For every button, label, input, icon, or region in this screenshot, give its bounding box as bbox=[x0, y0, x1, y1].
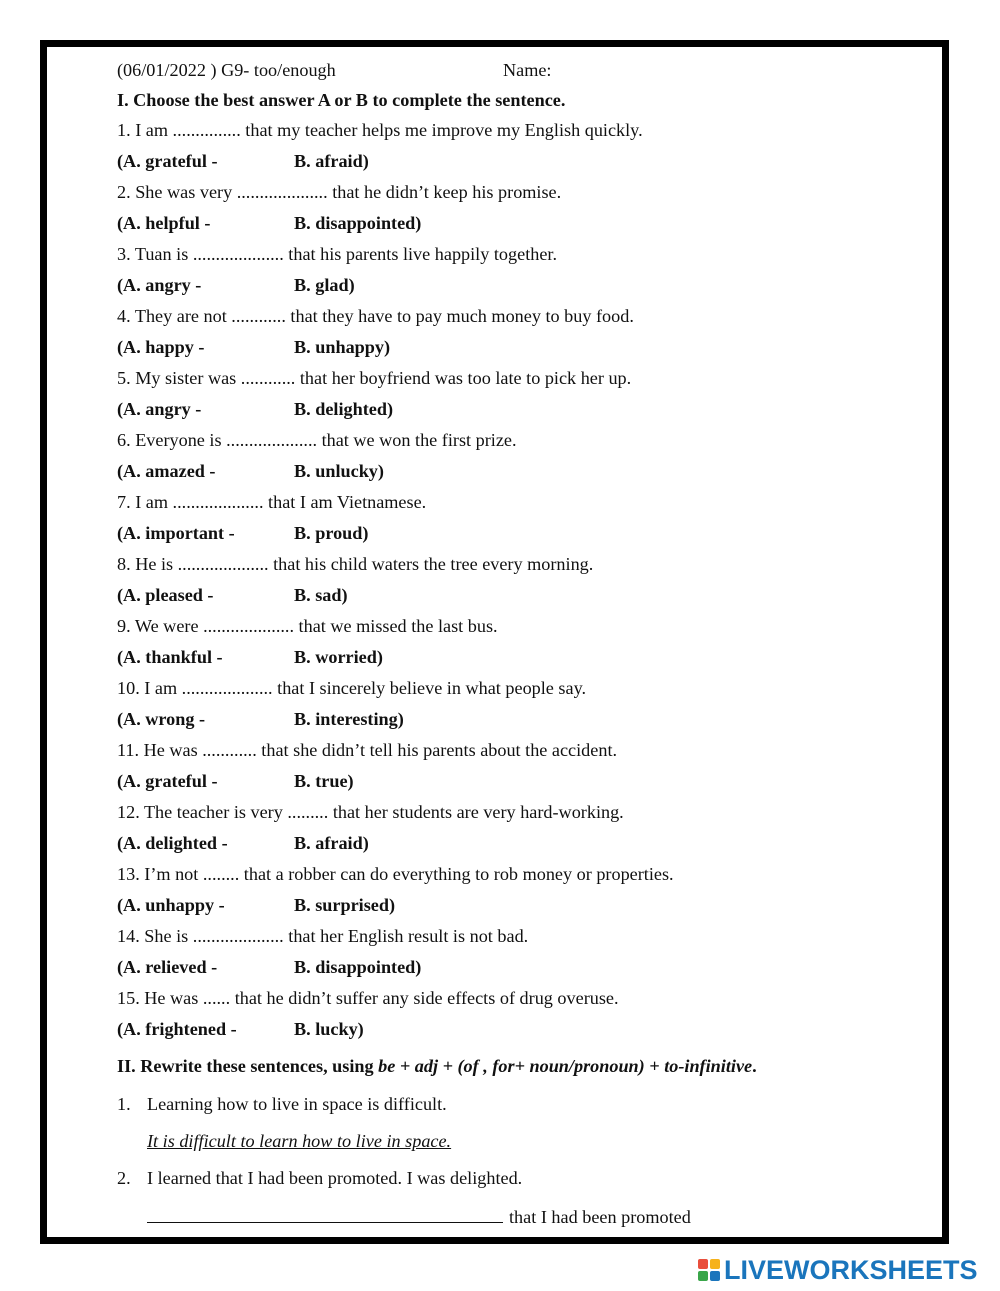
section2-title-suffix: . bbox=[752, 1056, 757, 1076]
name-label: Name: bbox=[503, 60, 552, 80]
option-b[interactable]: B. delighted) bbox=[294, 399, 394, 419]
logo-square-red bbox=[698, 1259, 708, 1269]
option-a[interactable]: (A. unhappy - bbox=[117, 895, 225, 915]
rewrite-item-text: Learning how to live in space is difficult. bbox=[147, 1094, 447, 1114]
question-sentence: 8. He is .................... that his child waters the tree every morning. bbox=[117, 554, 594, 574]
option-a[interactable]: (A. grateful - bbox=[117, 151, 218, 171]
option-a[interactable]: (A. delighted - bbox=[117, 833, 228, 853]
section2-title bbox=[117, 1055, 757, 1077]
logo-brand-text: LIVEWORKSHEETS bbox=[724, 1255, 978, 1285]
section2-formula: be + adj + (of , for+ noun/pronoun) + to-infinitive bbox=[378, 1056, 753, 1076]
question-sentence: 14. She is .................... that her English result is not bad. bbox=[117, 926, 529, 946]
option-b[interactable]: B. afraid) bbox=[294, 151, 369, 171]
section1-title: I. Choose the best answer A or B to complete the sentence. bbox=[117, 90, 566, 110]
rewrite-item-number: 2. bbox=[117, 1168, 131, 1188]
option-a[interactable]: (A. angry - bbox=[117, 275, 202, 295]
option-a[interactable]: (A. important - bbox=[117, 523, 235, 543]
option-b[interactable]: B. disappointed) bbox=[294, 957, 422, 977]
option-a[interactable]: (A. thankful - bbox=[117, 647, 223, 667]
question-sentence: 3. Tuan is .................... that his parents live happily together. bbox=[117, 244, 558, 264]
question-sentence: 13. I’m not ........ that a robber can do everything to rob money or properties. bbox=[117, 864, 674, 884]
question-sentence: 12. The teacher is very ......... that her students are very hard-working. bbox=[117, 802, 624, 822]
rewrite-item-number: 1. bbox=[117, 1094, 131, 1114]
question-sentence: 9. We were .................... that we missed the last bus. bbox=[117, 616, 498, 636]
option-b[interactable]: B. surprised) bbox=[294, 895, 396, 915]
question-sentence: 10. I am .................... that I sincerely believe in what people say. bbox=[117, 678, 587, 698]
question-sentence: 6. Everyone is .................... that we won the first prize. bbox=[117, 430, 517, 450]
rewrite-answer-text: It is difficult to learn how to live in space. bbox=[147, 1131, 452, 1151]
option-a[interactable]: (A. helpful - bbox=[117, 213, 211, 233]
answer-blank-line[interactable] bbox=[147, 1206, 503, 1223]
logo-square-blue bbox=[710, 1271, 720, 1281]
question-sentence: 11. He was ............ that she didn’t tell his parents about the accident. bbox=[117, 740, 618, 760]
option-a[interactable]: (A. happy - bbox=[117, 337, 205, 357]
option-b[interactable]: B. worried) bbox=[294, 647, 383, 667]
liveworksheets-logo bbox=[698, 1255, 978, 1285]
logo-mark-icon bbox=[698, 1259, 720, 1281]
option-a[interactable]: (A. wrong - bbox=[117, 709, 206, 729]
option-b[interactable]: B. unlucky) bbox=[294, 461, 384, 481]
logo-square-green bbox=[698, 1271, 708, 1281]
option-a[interactable]: (A. angry - bbox=[117, 399, 202, 419]
question-sentence: 2. She was very .................... that he didn’t keep his promise. bbox=[117, 182, 562, 202]
rewrite-item-text: I learned that I had been promoted. I was delighted. bbox=[147, 1168, 523, 1188]
option-a[interactable]: (A. frightened - bbox=[117, 1019, 237, 1039]
option-b[interactable]: B. interesting) bbox=[294, 709, 404, 729]
option-a[interactable]: (A. pleased - bbox=[117, 585, 214, 605]
option-b[interactable]: B. proud) bbox=[294, 523, 369, 543]
option-a[interactable]: (A. relieved - bbox=[117, 957, 218, 977]
option-b[interactable]: B. disappointed) bbox=[294, 213, 422, 233]
rewrite-answer-row bbox=[147, 1206, 691, 1228]
option-b[interactable]: B. unhappy) bbox=[294, 337, 391, 357]
question-sentence: 7. I am .................... that I am Vietnamese. bbox=[117, 492, 427, 512]
question-sentence: 15. He was ...... that he didn’t suffer any side effects of drug overuse. bbox=[117, 988, 619, 1008]
question-sentence: 4. They are not ............ that they have to pay much money to buy food. bbox=[117, 306, 634, 326]
option-b[interactable]: B. afraid) bbox=[294, 833, 369, 853]
logo-square-yellow bbox=[710, 1259, 720, 1269]
question-sentence: 5. My sister was ............ that her boyfriend was too late to pick her up. bbox=[117, 368, 632, 388]
section2-title-prefix: II. Rewrite these sentences, using bbox=[117, 1056, 379, 1076]
option-b[interactable]: B. lucky) bbox=[294, 1019, 364, 1039]
option-a[interactable]: (A. grateful - bbox=[117, 771, 218, 791]
question-sentence: 1. I am ............... that my teacher helps me improve my English quickly. bbox=[117, 120, 643, 140]
option-b[interactable]: B. sad) bbox=[294, 585, 348, 605]
option-b[interactable]: B. true) bbox=[294, 771, 354, 791]
answer-tail-text: that I had been promoted bbox=[509, 1207, 691, 1227]
header-date-level: (06/01/2022 ) G9- too/enough bbox=[117, 60, 336, 80]
option-b[interactable]: B. glad) bbox=[294, 275, 355, 295]
option-a[interactable]: (A. amazed - bbox=[117, 461, 216, 481]
